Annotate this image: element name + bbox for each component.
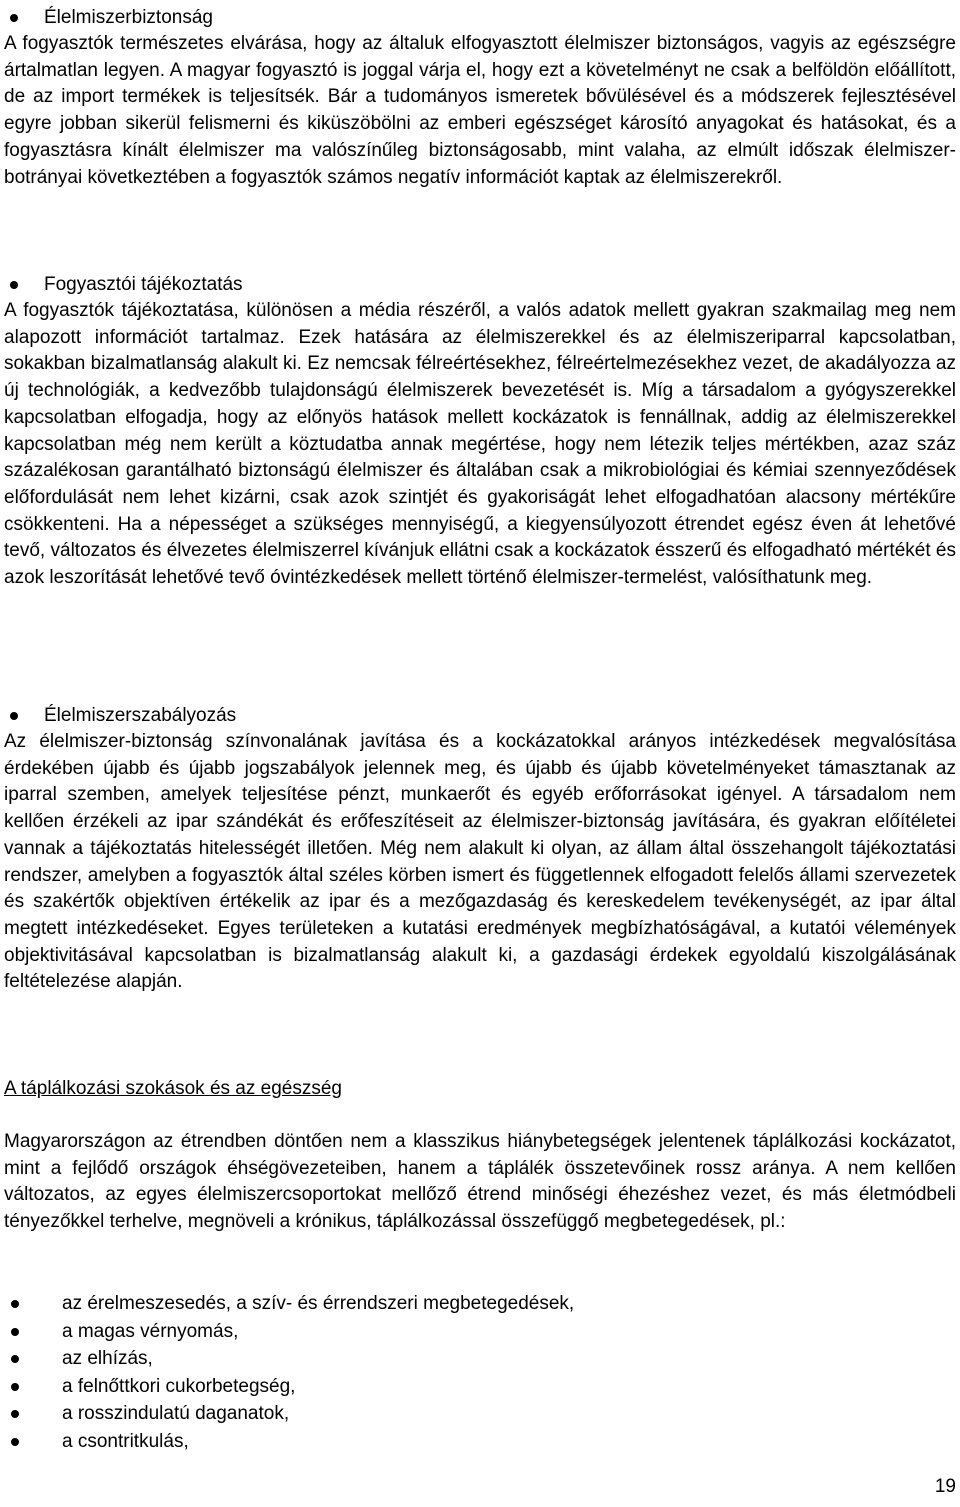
list-item-text: a magas vérnyomás, bbox=[62, 1320, 239, 1342]
section-heading: Élelmiszerszabályozás bbox=[44, 705, 237, 726]
nutrition-heading-block bbox=[0, 1076, 960, 1102]
bullet-icon bbox=[11, 1355, 19, 1363]
bullet-icon bbox=[10, 14, 18, 22]
list-item bbox=[4, 1318, 956, 1346]
section-heading-row bbox=[4, 703, 956, 729]
section-body: Az élelmiszer-biztonság színvonalának javítása és a kockázatokkal arányos intézkedések megvalósítása érdekében újabb és újabb jogszabályok jelennek meg, és újabb és újabb követelményeket támasztanak az iparral szemben, amelyek teljesítése pénzt, munkaerőt és egyéb erőforrásokat igényel. A társadalom nem kellően érzékeli az ipar szándékát és erőfeszítéseit az élelmiszer-biztonság javítására, és gyakran előítéletei vannak a tájékoztatás hitelességét illetően. Még nem alakult ki olyan, az állam által összehangolt tájékoztatási rendszer, amelyben a fogyasztók által széles körben ismert és függetlennek elfogadott felelős állami szervezetek és szakértők objektíven értékelik az ipar és a mezőgazdaság és kereskedelem tevékenységét, az ipar által megtett intézkedéseket. Egyes területeken a kutatási eredmények megbízhatóságával, a kutatói vélemények objektivitásával kapcsolatban is bizalmatlanság alakult ki, a gazdasági érdekek egyoldalú kiszolgálásának feltételezése alapján. bbox=[4, 731, 956, 993]
section-body: A fogyasztók tájékoztatása, különösen a média részéről, a valós adatok mellett gyakran szakmailag meg nem alapozott információt tartalmaz. Ezek hatására az élelmiszerekkel és az élelmiszeriparral kapcsolatban, sokakban bizalmatlanság alakult ki. Ez nemcsak félreértésekhez, félreértelmezésekhez vezet, de akadályozza az új technológiák, a kedvezőbb tulajdonságú élelmiszerek bevezetését is. Míg a társadalom a gyógyszerekkel kapcsolatban elfogadja, hogy az előnyös hatások mellett kockázatok is fennállnak, addig az élelmiszerekkel kapcsolatban még nem került a köztudatba annak megértése, hogy nem létezik teljes mértékben, azaz száz százalékosan garantálható biztonságú élelmiszer és általában csak a mikrobiológiai és kémiai szennyeződések előfordulását nem lehet kizárni, csak azok szintjét és gyakoriságát lehet elfogadhatóan alacsony mértékűre csökkenteni. Ha a népességet a szükséges mennyiségű, a kiegyensúlyozott étrendet egész éven át lehetővé tevő, változatos és élvezetes élelmiszerrel kívánjuk ellátni csak a kockázatok ésszerű és elfogadható mértékét és azok leszorítását lehetővé tevő óvintézkedések mellett történő élelmiszer-termelést, valósíthatunk meg. bbox=[4, 300, 956, 589]
list-item-text: a csontritkulás, bbox=[62, 1430, 189, 1452]
page-number: 19 bbox=[934, 1476, 956, 1497]
bullet-icon bbox=[11, 1438, 19, 1446]
bullet-icon bbox=[10, 712, 18, 720]
list-item-text: az elhízás, bbox=[62, 1348, 153, 1370]
list-item bbox=[4, 1428, 956, 1456]
bullet-icon bbox=[11, 1383, 19, 1391]
section-consumer-information bbox=[0, 272, 960, 592]
nutrition-heading: A táplálkozási szokások és az egészség bbox=[4, 1078, 342, 1099]
nutrition-body-block bbox=[0, 1129, 960, 1236]
bullet-icon bbox=[11, 1410, 19, 1418]
section-food-safety bbox=[0, 5, 960, 191]
bullet-icon bbox=[11, 1300, 19, 1308]
bullet-icon bbox=[11, 1328, 19, 1336]
list-item bbox=[4, 1345, 956, 1373]
list-item bbox=[4, 1290, 956, 1318]
section-heading: Élelmiszerbiztonság bbox=[44, 7, 213, 28]
bullet-icon bbox=[10, 281, 18, 289]
section-body: A fogyasztók természetes elvárása, hogy az általuk elfogyasztott élelmiszer biztonságos, vagyis az egészségre ártalmatlan legyen. A magyar fogyasztó is joggal várja el, hogy ezt a követelményt ne csak a belföldön előállított, de az import termékek is teljesítsék. Bár a tudományos ismeretek bővülésével és a módszerek fejlesztésével egyre jobban sikerül felismerni és kiküszöbölni az emberi egészséget károsító anyagokat és hatásokat, és a fogyasztásra kínált élelmiszer ma valószínűleg biztonságosabb, mint valaha, az elmúlt időszak élelmiszer-botrányai következtében a fogyasztók számos negatív információt kaptak az élelmiszerekről. bbox=[4, 33, 956, 188]
list-item-text: a felnőttkori cukorbetegség, bbox=[62, 1375, 296, 1397]
list-item bbox=[4, 1400, 956, 1428]
list-item bbox=[4, 1373, 956, 1401]
nutrition-body: Magyarországon az étrendben döntően nem a klasszikus hiánybetegségek jelentenek táplálkozási kockázatot, mint a fejlődő országok éhségövezeteiben, hanem a táplálék összetevőinek rossz aránya. A nem kellően változatos, az egyes élelmiszercsoportokat mellőző étrend minőségi éhezéshez vezet, és más életmódbeli tényezőkkel terhelve, megnöveli a krónikus, táplálkozással összefüggő megbetegedések, pl.: bbox=[4, 1131, 956, 1233]
list-item-text: a rosszindulatú daganatok, bbox=[62, 1403, 290, 1425]
disease-list-block bbox=[0, 1290, 960, 1456]
section-heading-row bbox=[4, 272, 956, 298]
section-heading: Fogyasztói tájékoztatás bbox=[44, 274, 243, 295]
list-item-text: az érelmeszesedés, a szív- és érrendszeri megbetegedések, bbox=[62, 1293, 575, 1314]
section-food-regulation bbox=[0, 703, 960, 996]
disease-list bbox=[4, 1290, 956, 1456]
section-heading-row bbox=[4, 5, 956, 31]
